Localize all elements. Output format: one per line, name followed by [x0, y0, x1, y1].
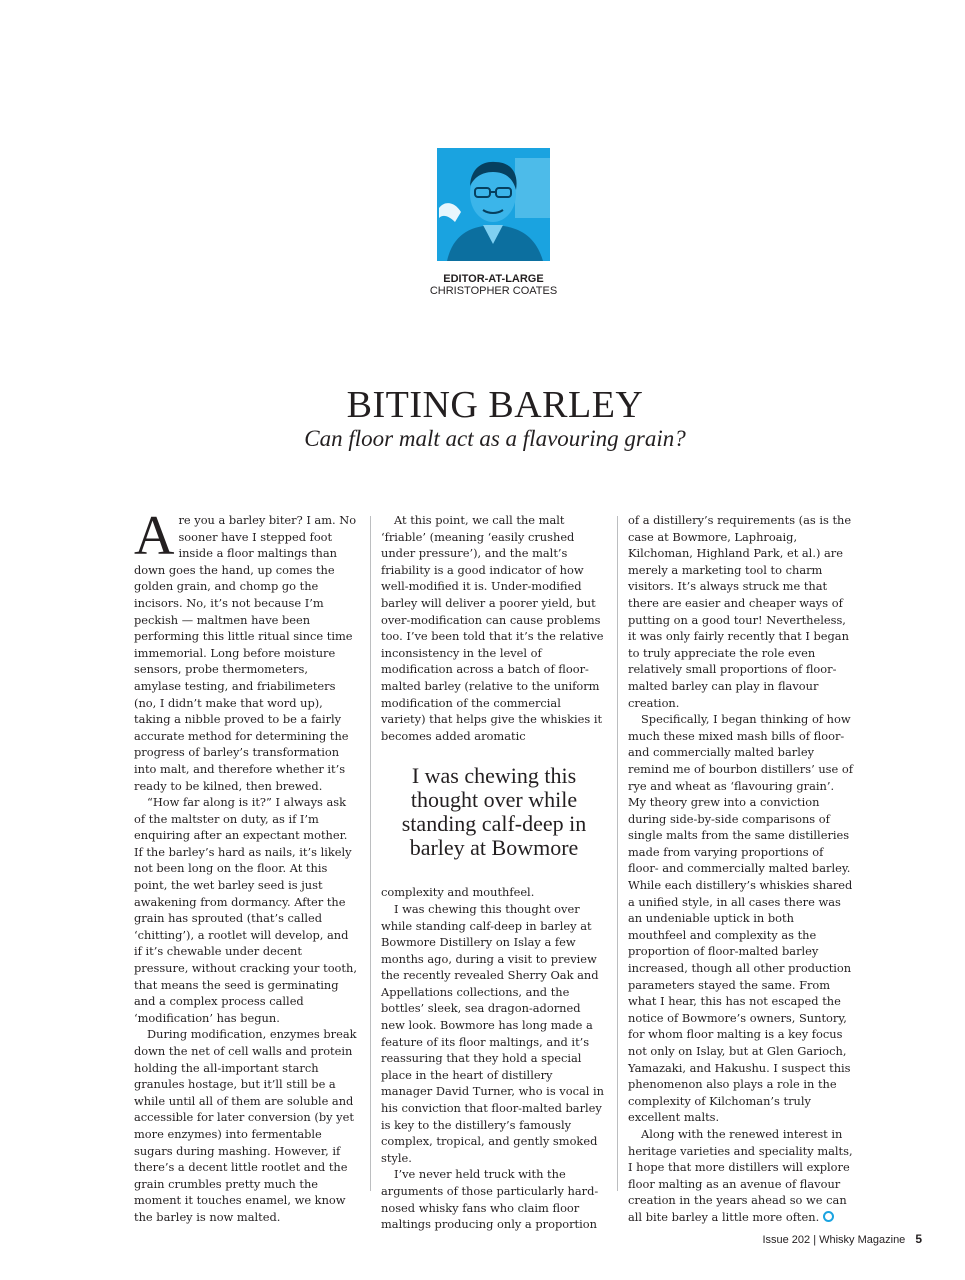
- issue-label: Issue 202 | Whisky Magazine: [762, 1234, 906, 1246]
- paragraph-7: Specifically, I began thinking of how much these mixed mash bills of floor- and commercially malted barley remind me of bourbon distillers’ use of rye and wheat as ‘flavouring grain’. My theory grew into a conviction during side-by-side comparisons of single malts from the same distilleries made from varying proportions of floor- and commercially malted barley. While each distillery’s whiskies shared a unified style, in all cases there was an undeniable uptick in both mouthfeel and complexity as the proportion of floor-malted barley increased, though all other production parameters stayed the same. From what I hear, this has not escaped the notice of Bowmore’s owners, Suntory, for whom floor malting is a key focus not only on Islay, but at Glen Garioch, Yamazaki, and Hakushu. I suspect this phenomenon also plays a role in the complexity of Kilchoman’s truly excellent malts.: [628, 712, 853, 1125]
- column-3: [628, 512, 853, 1226]
- standfirst: Can floor malt act as a flavouring grain?: [304, 426, 686, 451]
- paragraph-8: [628, 1126, 853, 1226]
- paragraph-1: [134, 505, 358, 794]
- paragraph-6-continued: of a distillery’s requirements (as is the case at Bowmore, Laphroaig, Kilchoman, Highland Park, et al.) are merely a marketing tool to charm visitors. It’s always struck me that there are easier and cheaper ways of putting on a good tour! Nevertheless, it was only fairly recently that I began to truly appreciate the role even relatively small proportions of floor-malted barley can play in flavour creation.: [628, 513, 852, 710]
- headline: BITING BARLEY: [346, 384, 644, 426]
- byline-name: CHRISTOPHER COATES: [429, 285, 558, 297]
- author-portrait: [437, 148, 550, 261]
- paragraph-4: At this point, we call the malt ‘friable’ (meaning ‘easily crushed under pressure’), and the malt’s friability is a good indicator of how well-modified it is. Under-modified barley will deliver a poorer yield, but over-modification can cause problems too. I’ve been told that it’s the relative inconsistency in the level of modification across a batch of floor-malted barley (relative to the uniform modification of the commercial variety) that helps give the whiskies it becomes added aromatic: [381, 513, 604, 743]
- drop-cap: A: [134, 505, 175, 567]
- paragraph-2: “How far along is it?” I always ask of the maltster on duty, as if I’m enquiring after an expectant mother. If the barley’s hard as nails, it’s likely not been long on the floor. At this point, the wet barley seed is just awakening from dormancy. After the grain has sprouted (that’s called ‘chitting’), a rootlet will develop, and if it’s chewable under decent pressure, without cracking your tooth, that means the seed is germinating and a complex process called ‘modification’ has begun.: [134, 795, 357, 1025]
- paragraph-6: I’ve never held truck with the arguments of those particularly hard-nosed whisky fans who claim floor maltings producing only a proportion: [381, 1167, 599, 1232]
- author-photo-illustration: [437, 148, 550, 261]
- paragraph-1-text: re you a barley biter? I am. No sooner have I stepped foot inside a floor maltings than down goes the hand, up comes the golden grain, and chomp go the incisors. No, it’s not because I’m peckish — maltmen have been performing this little ritual since time immemorial. Long before moisture sensors, probe thermometers, amylase testing, and friabilimeters (no, I didn’t make that word up), taking a nibble proved to be a fairly accurate method for determining the progress of barley’s transformation into malt, and therefore whether it’s ready to be kilned, then brewed.: [134, 513, 357, 793]
- page-number: 5: [915, 1232, 922, 1246]
- byline: [380, 273, 607, 297]
- column-rule-1: [370, 516, 371, 1191]
- column-2: [381, 512, 607, 1233]
- page-footer: [700, 1232, 922, 1246]
- paragraph-5: I was chewing this thought over while standing calf-deep in barley at Bowmore Distillery on Islay a few months ago, during a visit to preview the recently revealed Sherry Oak and Appellations collections, and the bottles’ sleek, sea dragon-adorned new look. Bowmore has long made a feature of its floor maltings, and it’s reassuring that they hold a special place in the heart of distillery manager David Turner, who is vocal in his conviction that floor-malted barley is key to the distillery’s famously complex, tropical, and gently smoked style.: [381, 901, 605, 1165]
- byline-role: EDITOR-AT-LARGE: [443, 273, 544, 285]
- column-1: [134, 505, 358, 1226]
- paragraph-3: During modification, enzymes break down the net of cell walls and protein holding the all-important starch granules hostage, but it’ll still be a while until all of them are soluble and accessible for later conversion (by yet more enzymes) into fermentable sugars during mashing. However, if there’s a decent little rootlet and the grain crumbles pretty much the moment it touches enamel, we know the barley is now malted.: [134, 1027, 357, 1224]
- pull-quote: I was chewing this thought over while standing calf-deep in barley at Bowmore: [401, 763, 587, 861]
- end-mark-icon: [823, 1211, 834, 1222]
- paragraph-4-continued: complexity and mouthfeel.: [381, 885, 535, 900]
- paragraph-8-text: Along with the renewed interest in heritage varieties and speciality malts, I hope that more distillers will explore floor malting as an avenue of flavour creation in the years ahead so we can all bite barley a little more often.: [628, 1126, 853, 1224]
- column-rule-2: [617, 516, 618, 1191]
